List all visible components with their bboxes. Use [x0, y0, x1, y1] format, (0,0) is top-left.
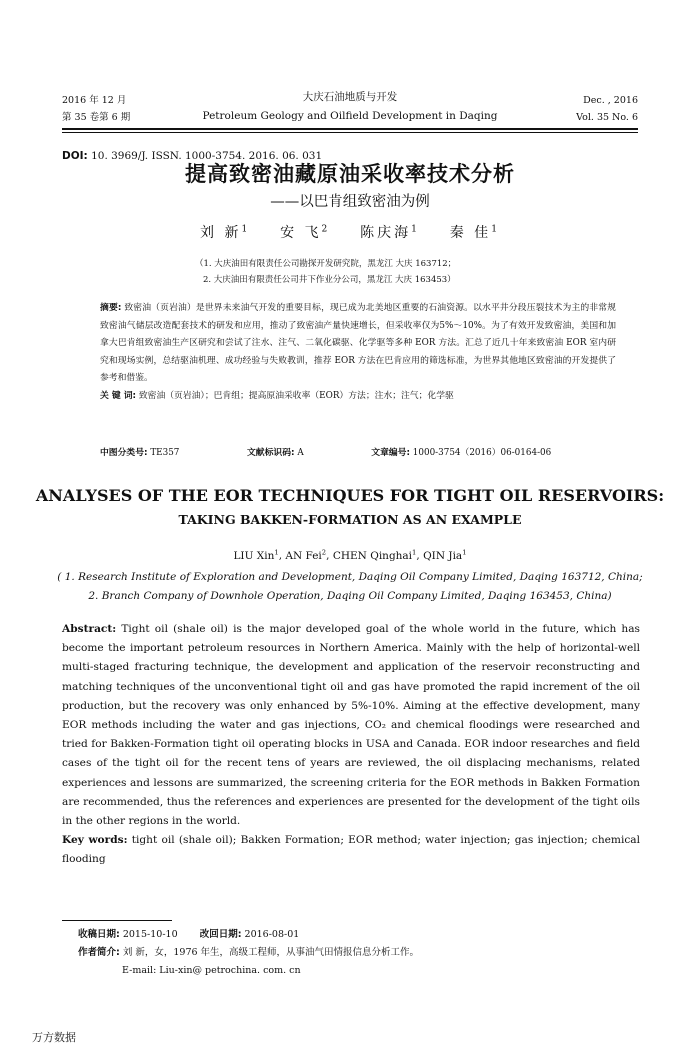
- author-cn: [280, 225, 330, 241]
- dates-line: [78, 926, 419, 944]
- title-en-line1: ANALYSES OF THE EOR TECHNIQUES FOR TIGHT OIL RESERVOIRS:: [35, 486, 665, 505]
- keywords-en: [62, 831, 640, 869]
- author-en-name: AN Fei: [285, 549, 322, 562]
- article-no-value: 1000-3754（2016）06-0164-06: [412, 448, 552, 458]
- doc-code-label: 文献标识码:: [247, 448, 295, 458]
- author-en-sup: 1: [462, 548, 467, 556]
- authors-en: LIU Xin$^1$, AN Fei$^2$, CHEN Qinghai$^1$, QIN Jia$^1$: [233, 548, 467, 562]
- abstract-en-text: Tight oil (shale oil) is the major developed goal of the whole world in the future, which has become the important petroleum resources in Northern America. Mainly with the help of horizontal-well multi-staged fracturing technique, the development and application of the reservoir reconstructing and matching techniques of the unconventional tight oil and gas have promoted the rapid increment of the oil production, but the recovery was only enhanced by 5%-10%. Aiming at the effective development, many EOR methods including the water and gas injections, CO₂ and chemical floodings were researched and tried for Bakken-Formation tight oil operating blocks in USA and Canada. EOR indoor researches and field cases of the tight oil for the recent tens of years are reviewed, the oil displacing mechanisms, related experiences and lessons are summarized, the screening criteria for the EOR methods in Bakken Formation are recommended, thus the references and experiences are presented for the development of the tight oils in the other regions in the world.: [62, 623, 640, 828]
- header-date-en: Dec. , 2016: [583, 95, 638, 106]
- author-bio: [78, 944, 419, 962]
- journal-name-en: Petroleum Geology and Oilfield Development in Daqing: [202, 110, 498, 122]
- header-rule-thin: [62, 132, 638, 133]
- abstract-en-label: Abstract:: [62, 623, 117, 635]
- author-en-name: LIU Xin: [233, 549, 275, 562]
- bio-label: 作者简介:: [78, 947, 120, 958]
- author-en: [333, 550, 417, 562]
- author-cn: [450, 225, 500, 241]
- author-cn-sup: 1: [241, 224, 251, 235]
- author-en-sup: 2: [321, 548, 327, 556]
- title-en: [0, 484, 700, 532]
- email-line: E-mail: Liu-xin@ petrochina. com. cn: [122, 965, 301, 976]
- bio-text: 刘 新，女，1976 年生，高级工程师，从事油气田情报信息分析工作。: [122, 947, 420, 958]
- affiliations-cn: [195, 256, 456, 288]
- abstract-cn-label: 摘要:: [100, 303, 122, 313]
- header-issue-cn: 第 35 卷第 6 期: [62, 112, 131, 123]
- doi-value: 10. 3969/J. ISSN. 1000-3754. 2016. 06. 031: [91, 150, 323, 162]
- clc-label: 中图分类号:: [100, 448, 148, 458]
- abstract-en: [62, 620, 640, 870]
- keywords-cn-label: 关 键 词:: [100, 390, 137, 401]
- header-issue-en: Vol. 35 No. 6: [576, 112, 638, 123]
- affiliation-en: 2. Branch Company of Downhole Operation, Daqing Oil Company Limited, Daqing 163453, China): [88, 590, 612, 602]
- abstract-cn-text: 致密油（页岩油）是世界未来油气开发的重要目标，现已成为北美地区重要的石油资源。以水平井分段压裂技术为主的非常规致密油气储层改造配套技术的研发和应用，推动了致密油产量快速增长，但采收率仅为5%～10%。为了有效开发致密油，美国和加拿大巴肯组致密油生产区研究和尝试了注水、注气、二氧化碳驱、化学驱等多种 EOR 方法。汇总了近几十年来致密油 EOR 室内研究和现场实例，总结驱油机理、成功经验与失败教训，推荐 EOR 方法在巴肯应用的筛选标准，为世界其他地区致密油的开发提供了参考和借鉴。: [100, 303, 616, 384]
- author-en: [423, 550, 466, 562]
- subtitle-cn: ——以巴肯组致密油为例: [270, 194, 430, 210]
- author-en: [285, 550, 326, 562]
- author-cn-name: 秦 佳: [449, 225, 492, 241]
- author-cn-name: 刘 新: [200, 225, 242, 241]
- affiliation-en: ( 1. Research Institute of Exploration and Development, Daqing Oil Company Limited, Daqing 163712, China;: [57, 571, 643, 583]
- clc-value: TE357: [150, 448, 180, 458]
- revised-date: 2016-08-01: [244, 929, 300, 940]
- author-cn-name: 安 飞: [280, 225, 322, 241]
- keywords-cn-text: 致密油（页岩油）；巴肯组；提高原油采收率（EOR）方法；注水；注气；化学驱: [138, 390, 454, 401]
- title-en-line2: TAKING BAKKEN-FORMATION AS AN EXAMPLE: [178, 512, 522, 527]
- received-label: 收稿日期:: [78, 929, 120, 940]
- revised-label: 改回日期:: [199, 929, 242, 940]
- footnote-rule: [62, 920, 172, 921]
- author-cn-sup: 2: [321, 224, 331, 235]
- title-cn: 提高致密油藏原油采收率技术分析: [185, 162, 515, 186]
- doi-label: DOI:: [62, 150, 88, 162]
- classification-row: [100, 445, 616, 463]
- header-rule-thick: [62, 128, 638, 130]
- article-no-label: 文章编号:: [371, 448, 410, 458]
- watermark-text: 万方数据: [32, 1031, 76, 1044]
- doc-code-value: A: [297, 448, 304, 458]
- author-cn: [360, 225, 420, 241]
- author-en-name: QIN Jia: [423, 549, 463, 562]
- author-cn-sup: 1: [491, 224, 500, 235]
- affiliation-cn: （1. 大庆油田有限责任公司勘探开发研究院，黑龙江 大庆 163712；: [195, 259, 457, 269]
- authors-cn: [0, 222, 700, 242]
- received-date: 2015-10-10: [122, 929, 178, 940]
- footnotes: [78, 926, 419, 980]
- author-en-sup: 1: [274, 548, 279, 556]
- affiliations-en: [0, 568, 700, 606]
- keywords-en-label: Key words:: [62, 834, 128, 847]
- keywords-en-text: tight oil (shale oil); Bakken Formation; EOR method; water injection; gas injection; chemical flooding: [62, 834, 640, 866]
- journal-name-cn: 大庆石油地质与开发: [302, 91, 398, 103]
- author-en-sup: 1: [412, 548, 417, 556]
- author-cn: [200, 225, 250, 241]
- author-cn-name: 陈庆海: [360, 225, 412, 241]
- header-right: [576, 92, 638, 126]
- affiliation-cn: 2. 大庆油田有限责任公司井下作业分公司，黑龙江 大庆 163453）: [203, 275, 456, 285]
- header-date-cn: 2016 年 12 月: [62, 95, 127, 106]
- abstract-cn: [100, 300, 616, 406]
- keywords-cn: [100, 388, 616, 406]
- author-en: [233, 550, 278, 562]
- author-en-name: CHEN Qinghai: [332, 549, 413, 562]
- author-cn-sup: 1: [411, 224, 420, 235]
